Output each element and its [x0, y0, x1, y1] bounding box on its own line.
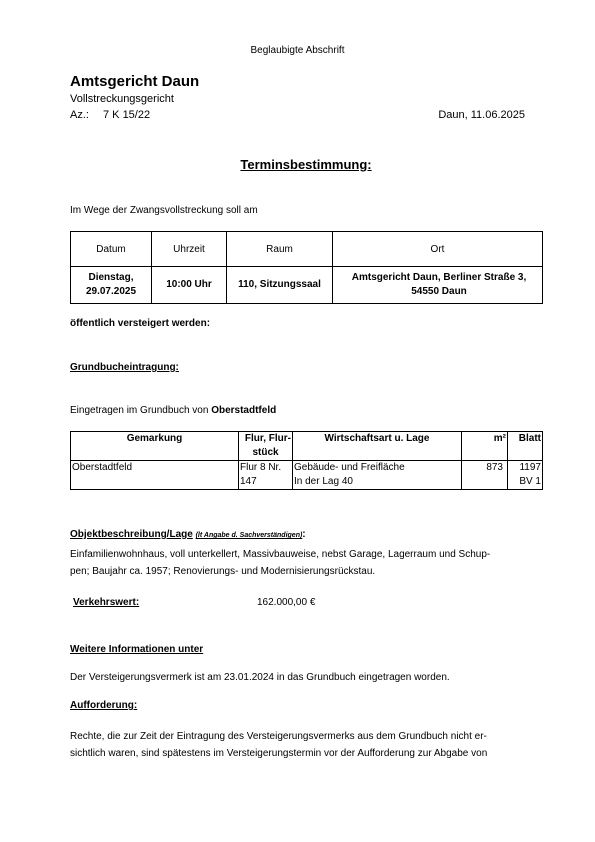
eingetragen-prefix: Eingetragen im Grundbuch von: [70, 405, 212, 416]
vermerk-text: Der Versteigerungsvermerk ist am 23.01.2024 in das Grundbuch eingetragen worden.: [70, 672, 450, 683]
cell-raum: 110, Sitzungssaal: [227, 267, 333, 304]
datum-date: 29.07.2025: [85, 286, 137, 297]
cell-uhrzeit: 10:00 Uhr: [152, 267, 227, 304]
col-flur-line-2: stück: [252, 447, 279, 458]
flur-line-1: Flur 8 Nr.: [240, 462, 282, 473]
az-value: 7 K 15/22: [103, 109, 151, 121]
verkehrswert-label: Verkehrswert:: [73, 597, 140, 608]
grundbuch-table-row: [71, 461, 543, 490]
col-m2: m²: [462, 432, 508, 461]
eingetragen-place: Oberstadtfeld: [211, 405, 277, 416]
verkehrswert-value: 162.000,00 €: [257, 597, 316, 608]
eingetragen-line: [70, 405, 276, 416]
place-date: Daun, 11.06.2025: [438, 109, 525, 121]
grundbuch-heading: Grundbucheintragung:: [70, 362, 179, 373]
col-ort: Ort: [333, 232, 543, 267]
court-sub: Vollstreckungsgericht: [70, 93, 174, 105]
termin-table-row: [71, 267, 543, 304]
objekt-note: (lt Angabe d. Sachverständigen): [195, 532, 303, 539]
col-uhrzeit: Uhrzeit: [152, 232, 227, 267]
objekt-text-line-1: Einfamilienwohnhaus, voll unterkellert, Massivbauweise, nebst Garage, Lagerraum und Schup-: [70, 549, 491, 560]
weitere-heading: Weitere Informationen unter: [70, 644, 204, 655]
aufforderung-line-2: sichtlich waren, sind spätestens im Versteigerungstermin vor der Aufforderung zur Abgabe von: [70, 748, 488, 759]
grundbuch-table: [70, 431, 543, 490]
cell-datum: [71, 267, 152, 304]
objekt-text-line-2: pen; Baujahr ca. 1957; Renovierungs- und Modernisierungsrückstau.: [70, 566, 376, 577]
az-label: Az.:: [70, 109, 89, 121]
objekt-heading: Objektbeschreibung/Lage: [70, 529, 193, 540]
aufforderung-text: [70, 728, 540, 762]
datum-weekday: Dienstag,: [88, 272, 134, 283]
objekt-heading-line: [70, 529, 306, 540]
objekt-colon: :: [302, 529, 306, 540]
flur-line-2: 147: [240, 476, 257, 487]
aufforderung-line-1: Rechte, die zur Zeit der Eintragung des Versteigerungsvermerks aus dem Grundbuch nicht er-: [70, 731, 487, 742]
blatt-line-2: BV 1: [519, 476, 541, 487]
versteigert-text: öffentlich versteigert werden:: [70, 318, 211, 329]
aufforderung-heading: Aufforderung:: [70, 700, 138, 711]
termin-table: [70, 231, 543, 304]
cell-blatt: [508, 461, 543, 490]
col-flur: [239, 432, 293, 461]
blatt-line-1: 1197: [519, 462, 541, 473]
ort-line-2: 54550 Daun: [411, 286, 467, 297]
termin-table-header: [71, 232, 543, 267]
objekt-text: [70, 546, 540, 580]
cell-m2: 873: [462, 461, 508, 490]
wirtschaft-line-2: In der Lag 40: [294, 476, 353, 487]
cell-gemarkung: Oberstadtfeld: [71, 461, 239, 490]
court-name: Amtsgericht Daun: [70, 73, 200, 90]
cell-wirtschaftsart: [293, 461, 462, 490]
wirtschaft-line-1: Gebäude- und Freifläche: [294, 462, 405, 473]
grundbuch-table-header: [71, 432, 543, 461]
col-blatt: Blatt: [508, 432, 543, 461]
col-flur-line-1: Flur, Flur-: [244, 433, 291, 444]
col-wirtschaftsart: Wirtschaftsart u. Lage: [293, 432, 462, 461]
ort-line-1: Amtsgericht Daun, Berliner Straße 3,: [351, 272, 527, 283]
col-raum: Raum: [227, 232, 333, 267]
col-gemarkung: Gemarkung: [71, 432, 239, 461]
cell-ort: [333, 267, 543, 304]
header-note: Beglaubigte Abschrift: [250, 45, 345, 56]
intro-text: Im Wege der Zwangsvollstreckung soll am: [70, 205, 258, 216]
document-title: Terminsbestimmung:: [240, 157, 372, 172]
col-datum: Datum: [71, 232, 152, 267]
cell-flur: [239, 461, 293, 490]
